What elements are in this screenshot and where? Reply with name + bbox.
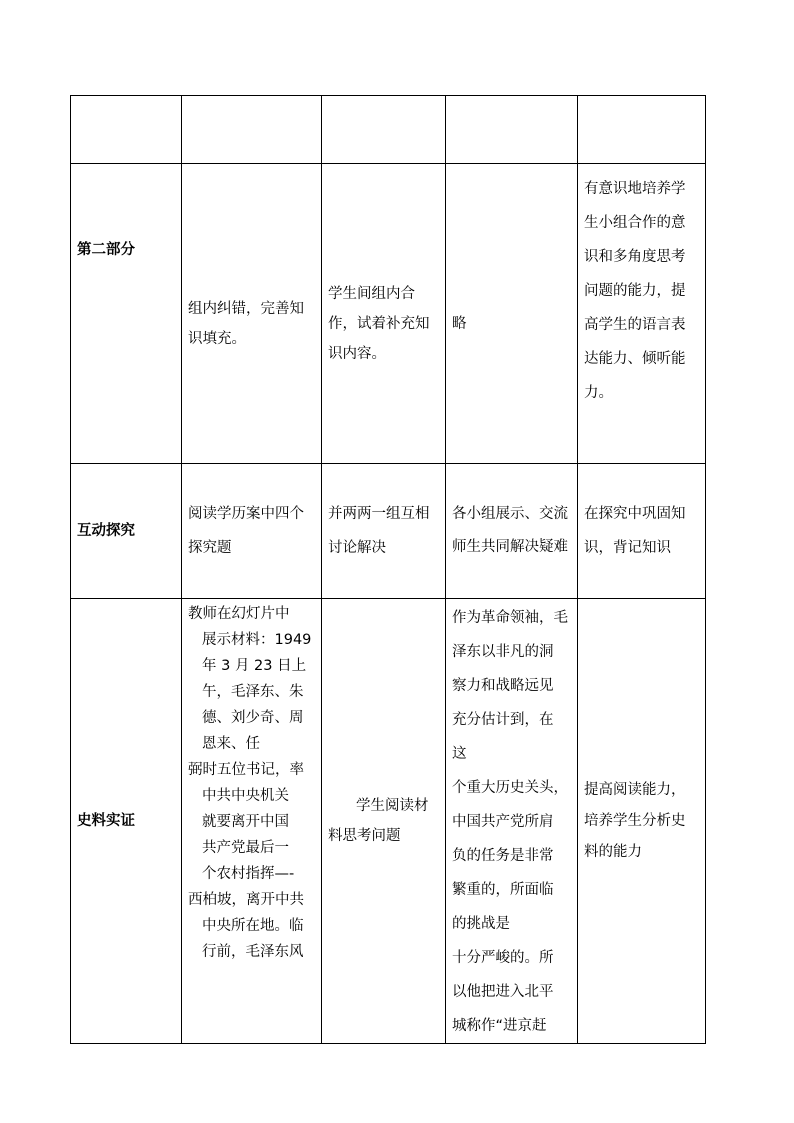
text-line: 察力和战略远见: [452, 678, 554, 694]
text-line: 共产党最后一: [202, 840, 289, 856]
student-activity: 并两两一组互相讨论解决: [322, 464, 446, 599]
table-row: [71, 464, 706, 599]
teacher-activity: [182, 599, 322, 1044]
section-label: 互动探究: [71, 464, 182, 599]
section-label: 史料实证: [71, 599, 182, 1044]
text-line: 作为革命领袖，毛: [452, 610, 568, 626]
text-line: 恩来、任: [202, 736, 260, 752]
cell-empty: [71, 96, 182, 164]
text-line: 就要离开中国: [202, 814, 289, 830]
text-line: 弼时五位书记，率: [188, 762, 304, 778]
teacher-activity: 组内纠错，完善知识填充。: [182, 164, 322, 464]
cell-empty: [446, 96, 578, 164]
text-line: 德、刘少奇、周: [202, 710, 304, 726]
text-line: 城称作“进京赶: [452, 1018, 547, 1034]
text-line: 负的任务是非常: [452, 848, 554, 864]
table-row: [71, 164, 706, 464]
text-line: 个农村指挥—-: [202, 866, 295, 882]
design-intent: 提高阅读能力，培养学生分析史料的能力: [578, 599, 706, 1044]
interaction: [446, 599, 578, 1044]
text-line: 的挑战是: [452, 916, 510, 932]
student-activity: 学生阅读材料思考问题: [322, 599, 446, 1044]
design-intent: 在探究中巩固知识，背记知识: [578, 464, 706, 599]
text-line: 午，毛泽东、朱: [202, 684, 304, 700]
section-label: 第二部分: [71, 164, 182, 464]
table-row: [71, 599, 706, 1044]
text-line: 展示材料：1949: [202, 632, 312, 648]
text-line: 这: [452, 746, 467, 762]
text-line: 教师在幻灯片中: [188, 606, 290, 622]
cell-empty: [322, 96, 446, 164]
text-line: 师生共同解决疑难: [452, 539, 568, 555]
text-line: 以他把进入北平: [452, 984, 554, 1000]
cell-empty: [578, 96, 706, 164]
text-line: 繁重的，所面临: [452, 882, 554, 898]
text-line: 年 3 月 23 日上: [202, 658, 307, 674]
text-line: 中央所在地。临: [202, 918, 304, 934]
interaction: 略: [446, 164, 578, 464]
teacher-activity: 阅读学历案中四个探究题: [182, 464, 322, 599]
text-line: 中国共产党所肩: [452, 814, 554, 830]
student-activity: 学生间组内合作，试着补充知识内容。: [322, 164, 446, 464]
text-line: 西柏坡，离开中共: [188, 892, 304, 908]
text-line: 行前，毛泽东风: [202, 944, 304, 960]
interaction: [446, 464, 578, 599]
text-line: 个重大历史关头，: [452, 780, 568, 796]
text-line: 中共中央机关: [202, 788, 289, 804]
text-line: 各小组展示、交流: [452, 506, 568, 522]
text-line: 泽东以非凡的洞: [452, 644, 554, 660]
design-intent: 有意识地培养学生小组合作的意识和多角度思考问题的能力，提高学生的语言表达能力、倾听能力。: [578, 164, 706, 464]
cell-empty: [182, 96, 322, 164]
text-line: 充分估计到，在: [452, 712, 554, 728]
text-line: 十分严峻的。所: [452, 950, 554, 966]
lesson-plan-table: [70, 95, 706, 1044]
table-row: [71, 96, 706, 164]
